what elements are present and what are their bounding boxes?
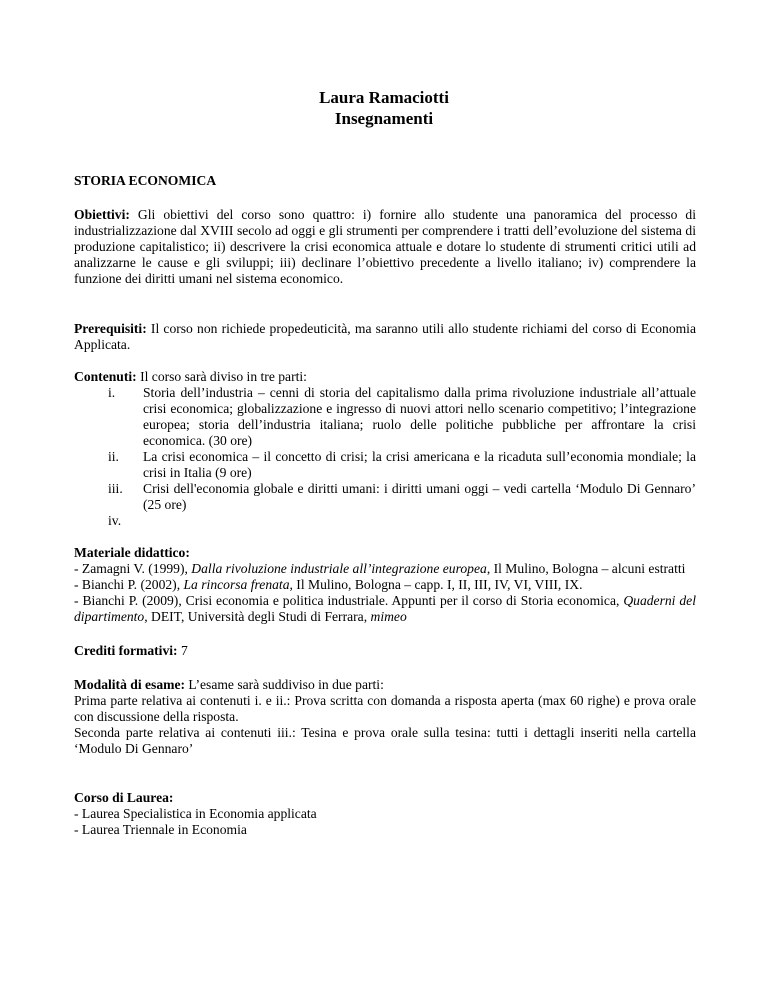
list-item-text: La crisi economica – il concetto di crisi; la crisi americana e la ricaduta sull’economia mondiale; la crisi in Italia (9 ore) [143,449,696,480]
prerequisiti-text: Il corso non richiede propedeuticità, ma saranno utili allo studente richiami del corso di Economia Applicata. [74,321,696,352]
reference-title: La rincorsa frenata [183,577,290,592]
crediti-paragraph [74,643,696,659]
contenuti-paragraph [74,369,696,385]
modalita-label: Modalità di esame: [74,677,186,692]
document-body [74,173,696,838]
list-item: - Laurea Triennale in Economia [74,822,247,837]
obiettivi-paragraph [74,207,696,287]
document-title [0,87,768,129]
crediti-label: Crediti formativi: [74,643,178,658]
title-subtitle: Insegnamenti [334,109,434,128]
contenuti-list [74,385,696,529]
reference-title: Quaderni del dipartimento [74,593,696,624]
prerequisiti-label: Prerequisiti: [74,321,147,336]
reference-item [74,561,696,577]
reference-author: - Zamagni V. (1999), [74,561,192,576]
reference-author: - Bianchi P. (2009), Crisi economia e politica industriale. Appunti per il corso di Storia economica, [74,593,624,608]
modalita-paragraph [74,677,696,693]
obiettivi-text: Gli obiettivi del corso sono quattro: i) fornire allo studente una panoramica del processo di industrializzazione dal XVIII secolo ad oggi e gli strumenti per comprendere i tratti dell’evoluzione del sistema di produzione capitalistico; ii) descrivere la crisi economica attuale e dotare lo studente di strumenti critici utili ad analizzarne le cause e gli sviluppi; iii) declinare l’obiettivo precedente a livello italiano; iv) comprendere la funzione dei diritti umani nel sistema economico. [74,207,696,286]
list-item [74,481,696,513]
list-item [74,449,696,481]
list-item-number: i. [108,385,116,400]
modalita-line-2: Seconda parte relativa ai contenuti iii.: Tesina e prova orale sulla tesina: tutti i dettagli inseriti nella cartella ‘Modulo Di Gennaro’ [74,725,696,756]
crediti-value: 7 [177,643,188,658]
prerequisiti-paragraph [74,321,696,353]
contenuti-label: Contenuti: [74,369,137,384]
author-name: Laura Ramaciotti [319,88,449,107]
course-title: STORIA ECONOMICA [74,173,217,188]
contenuti-intro: Il corso sarà diviso in tre parti: [136,369,307,384]
reference-publisher: , Il Mulino, Bologna – capp. I, II, III, IV, VI, VIII, IX. [289,577,583,592]
list-item: - Laurea Specialistica in Economia applicata [74,806,317,821]
reference-item [74,577,696,593]
modalita-line-1: Prima parte relativa ai contenuti i. e ii.: Prova scritta con domanda a risposta aperta (max 60 righe) e prova orale con discussione della risposta. [74,693,696,724]
list-item-text: Crisi dell'economia globale e diritti umani: i diritti umani oggi – vedi cartella ‘Modulo Di Gennaro’ (25 ore) [143,481,696,512]
list-item-text: Storia dell’industria – cenni di storia del capitalismo dalla prima rivoluzione industriale all’attuale crisi economica; globalizzazione e ingresso di nuovi attori nello scenario competitivo; l’integrazione europea; storia dell’industria italiana; ruolo delle politiche pubbliche per affrontare la crisi economica. (30 ore) [143,385,696,448]
list-item-number: iv. [108,513,122,528]
obiettivi-label: Obiettivi: [74,207,130,222]
materiale-label [74,545,696,561]
list-item-number: iii. [108,481,123,496]
list-item [74,385,696,449]
reference-author: - Bianchi P. (2002), [74,577,184,592]
list-item-number: ii. [108,449,119,464]
list-item [74,513,696,529]
reference-title: Dalla rivoluzione industriale all’integrazione europea [191,561,487,576]
corso-laurea-label [74,790,696,806]
materiale-label-text: Materiale didattico: [74,545,190,560]
reference-publisher: , DEIT, Università degli Studi di Ferrara, [144,609,371,624]
reference-note: mimeo [370,609,407,624]
reference-publisher: , Il Mulino, Bologna – alcuni estratti [486,561,686,576]
corso-laurea-label-text: Corso di Laurea: [74,790,174,805]
reference-item [74,593,696,625]
modalita-intro: L’esame sarà suddiviso in due parti: [185,677,384,692]
